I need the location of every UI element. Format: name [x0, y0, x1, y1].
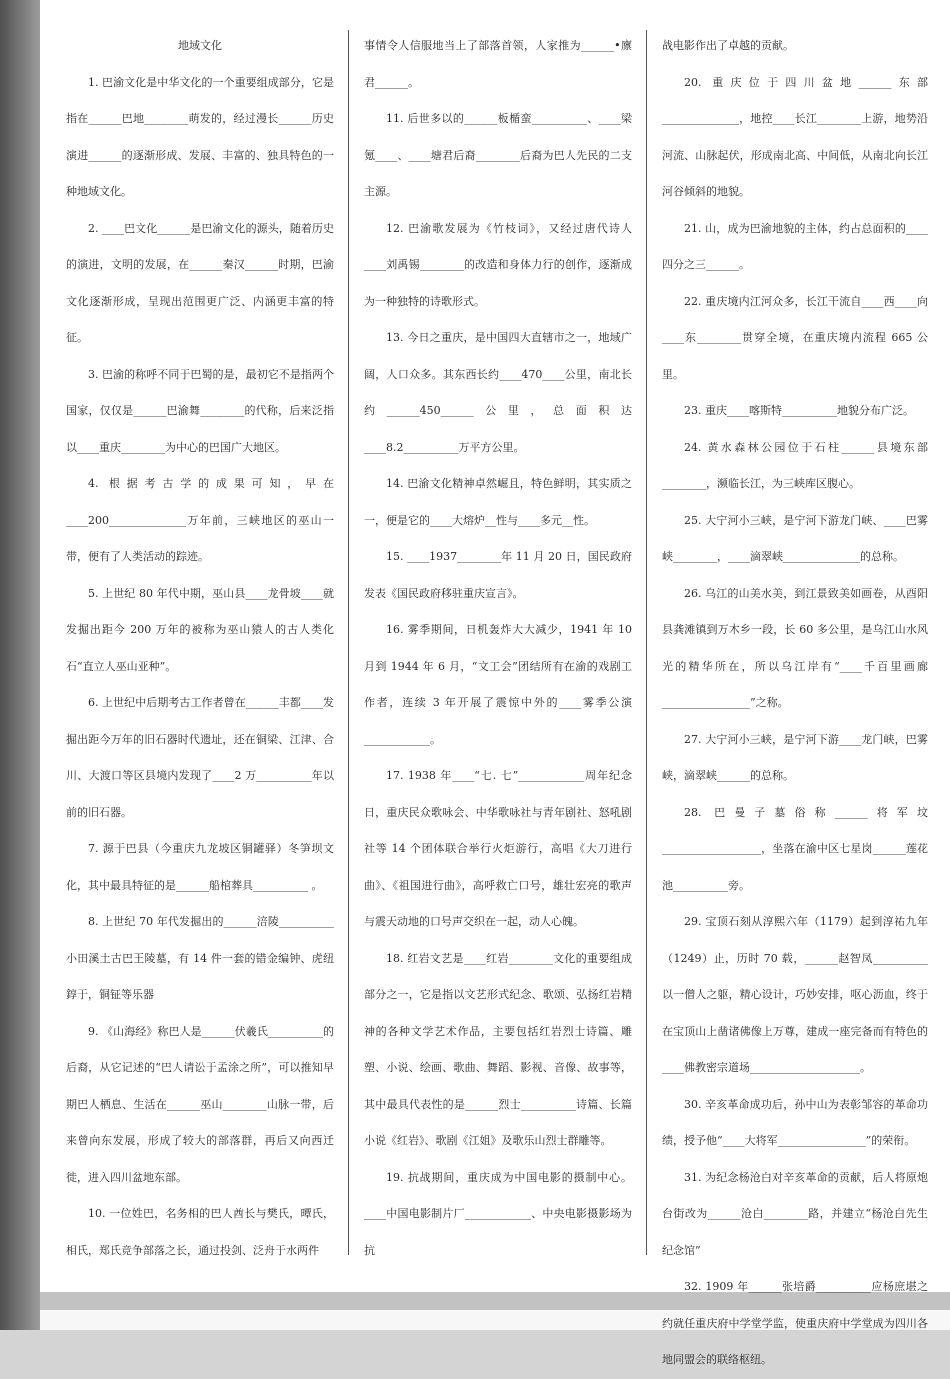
question-11: 11. 后世多以的______板楯蛮__________、____梁氪____、____塘君后裔________后裔为巴人先民的二支主源。: [364, 112, 632, 198]
question-13: 13. 今日之重庆，是中国四大直辖市之一，地域广阔，人口众多。其东西长约____470____公里，南北长约______450______公里，总面积达____8.2__________万平方公里。: [364, 331, 632, 454]
column-3: [662, 28, 928, 1379]
question-23: 23. 重庆____喀斯特__________地貌分布广泛。: [684, 404, 914, 417]
question-31: 31. 为纪念杨沧白对辛亥革命的贡献，后人将原炮台街改为______沧白________路，并建立“杨沧白先生纪念馆”: [662, 1170, 928, 1257]
question-27: 27. 大宁河小三峡，是宁河下游____龙门峡，巴雾峡，滴翠峡______的总称。: [662, 732, 928, 782]
question-3: 3. 巴渝的称呼不同于巴蜀的是，最初它不是指两个国家，仅仅是______巴渝舞________的代称，后来泛指以____重庆________为中心的巴国广大地区。: [66, 367, 334, 454]
question-21: 21. 山，成为巴渝地貌的主体，约占总面积的____四分之三______。: [662, 221, 928, 271]
question-17: 17. 1938 年____“七. 七”____________周年纪念日，重庆民众歌咏会、中华歌咏社与青年剧社、怒吼剧社等 14 个团体联合举行火炬游行，高唱《大刀进行曲》、《祖国进行曲》，高呼救亡口号，雄壮宏亮的歌声与震天动地的口号声交织在一起，动人心魄。: [364, 769, 632, 928]
question-4: 4. 根据考古学的成果可知，早在____200______________万年前，三峡地区的巫山一带，便有了人类活动的踪迹。: [66, 477, 334, 563]
question-10: 10. 一位姓巴，名务相的巴人酋长与樊氏，曋氏，相氏，郑氏竞争部落之长，通过投剑、泛舟于水两件: [66, 1207, 334, 1257]
question-22: 22. 重庆境内江河众多，长江干流自____西____向____东________贯穿全境，在重庆境内流程 665 公里。: [662, 294, 928, 381]
question-25: 25. 大宁河小三峡，是宁河下游龙门峡、____巴雾峡________，____滴翠峡______________的总称。: [662, 513, 928, 563]
question-7: 7. 源于巴县（今重庆九龙坡区铜罐驿）冬笋坝文化，其中最具特征的是______船棺葬具__________ 。: [66, 842, 334, 892]
question-18: 18. 红岩文艺是____红岩________文化的重要组成部分之一，它是指以文艺形式纪念、歌颂、弘扬红岩精神的各种文学艺术作品，主要包括红岩烈士诗篇、雕塑、小说、绘画、歌曲、舞蹈、影视、音像、故事等，其中最具代表性的是______烈士__________诗篇、长篇小说《红岩》、歌剧《江姐》及歌乐山烈士群雕等。: [364, 951, 632, 1147]
question-8: 8. 上世纪 70 年代发掘出的______涪陵__________小田溪土古巴王陵墓，有 14 件一套的错金编钟、虎纽錞于，铜钲等乐器: [66, 915, 334, 1001]
question-6: 6. 上世纪中后期考古工作者曾在______丰都____发掘出距今万年的旧石器时代遗址，还在铜梁、江津、合川、大渡口等区县境内发现了____2 万__________年以前的旧石器。: [66, 696, 334, 819]
question-32: 32. 1909 年______张培爵__________应杨庶堪之约就任重庆府中学堂学监，使重庆府中学堂成为四川各地同盟会的联络枢纽。: [662, 1280, 928, 1366]
column-divider-left: [348, 30, 349, 1255]
question-20: 20. 重庆位于四川盆地______东部______________，地控____长江________上游，地势沿河流、山脉起伏，形成南北高、中间低，从南北向长江河谷倾斜的地貌。: [662, 75, 928, 198]
question-15: 15. ____1937________年 11 月 20 日，国民政府发表《国民政府移驻重庆宣言》。: [364, 550, 632, 600]
question-19: 19. 抗战期间，重庆成为中国电影的摄制中心。____中国电影制片厂____________、中央电影摄影场为抗: [364, 1170, 632, 1257]
question-12: 12. 巴渝歌发展为《竹枝词》，又经过唐代诗人____刘禹锡________的改造和身体力行的创作，逐渐成为一种独特的诗歌形式。: [364, 221, 632, 308]
page-title: 地域文化: [178, 39, 222, 52]
question-2: 2. ____巴文化______是巴渝文化的源头，随着历史的演进，文明的发展，在______秦汉______时期，巴渝文化逐渐形成，呈现出范围更广泛、内涵更丰富的特征。: [66, 221, 334, 344]
question-19-continued: 战电影作出了卓越的贡献。: [662, 39, 794, 52]
question-28: 28. 巴曼子墓俗称______将军坟__________________，坐落在渝中区七星岗______莲花池__________旁。: [662, 805, 928, 892]
column-divider-right: [646, 30, 647, 1255]
question-16: 16. 雾季期间，日机轰炸大大减少，1941 年 10 月到 1944 年 6 月，“文工会”团结所有在渝的戏剧工作者，连续 3 年开展了震惊中外的____雾季公演____________。: [364, 623, 632, 746]
question-24: 24. 黄水森林公园位于石柱______县境东部________，濒临长江，为三峡库区腹心。: [662, 440, 928, 490]
question-29: 29. 宝顶石刻从淳熙六年（1179）起到淳祐九年（1249）止，历时 70 载，______赵智凤__________以一僧人之躯，精心设计，巧妙安排，呕心沥血，终于在宝顶山上凿诸佛像上万尊，建成一座完备而有特色的____佛教密宗道场____________________。: [662, 915, 928, 1074]
question-30: 30. 辛亥革命成功后，孙中山为表彰邹容的革命功绩，授予他“____大将军________________”的荣衔。: [662, 1097, 928, 1147]
column-1: [66, 28, 334, 1269]
column-2: [364, 28, 632, 1269]
question-9: 9. 《山海经》称巴人是______伏羲氏__________的后裔，从它记述的“巴人请讼于孟涂之所”，可以推知早期巴人栖息、生活在______巫山________山脉一带，后来曾向东发展，形成了较大的部落群，再后又向西迁徙，进入四川盆地东部。: [66, 1024, 334, 1184]
question-14: 14. 巴渝文化精神卓然崛且，特色鲜明，其实质之一，便是它的____大熔炉__性与____多元__性。: [364, 477, 632, 527]
question-10-continued: 事情令人信服地当上了部落首领，人家推为______•廪君______。: [364, 39, 632, 89]
question-26: 26. 乌江的山美水美，到江景致美如画卷，从酉阳县龚滩镇到万木乡一段，长 60 多公里，是乌江山水风光的精华所在，所以乌江岸有“____千百里画廊________________”之称。: [662, 586, 928, 709]
question-1: 1. 巴渝文化是中华文化的一个重要组成部分，它是指在______巴地________萌发的，经过漫长______历史演进______的逐渐形成、发展、丰富的、独具特色的一种地域文化。: [66, 75, 334, 198]
left-gray-strip: [0, 0, 40, 1330]
question-5: 5. 上世纪 80 年代中期，巫山县____龙骨坡____就发掘出距今 200 万年的被称为巫山猿人的古人类化石“直立人巫山亚种”。: [66, 586, 334, 673]
